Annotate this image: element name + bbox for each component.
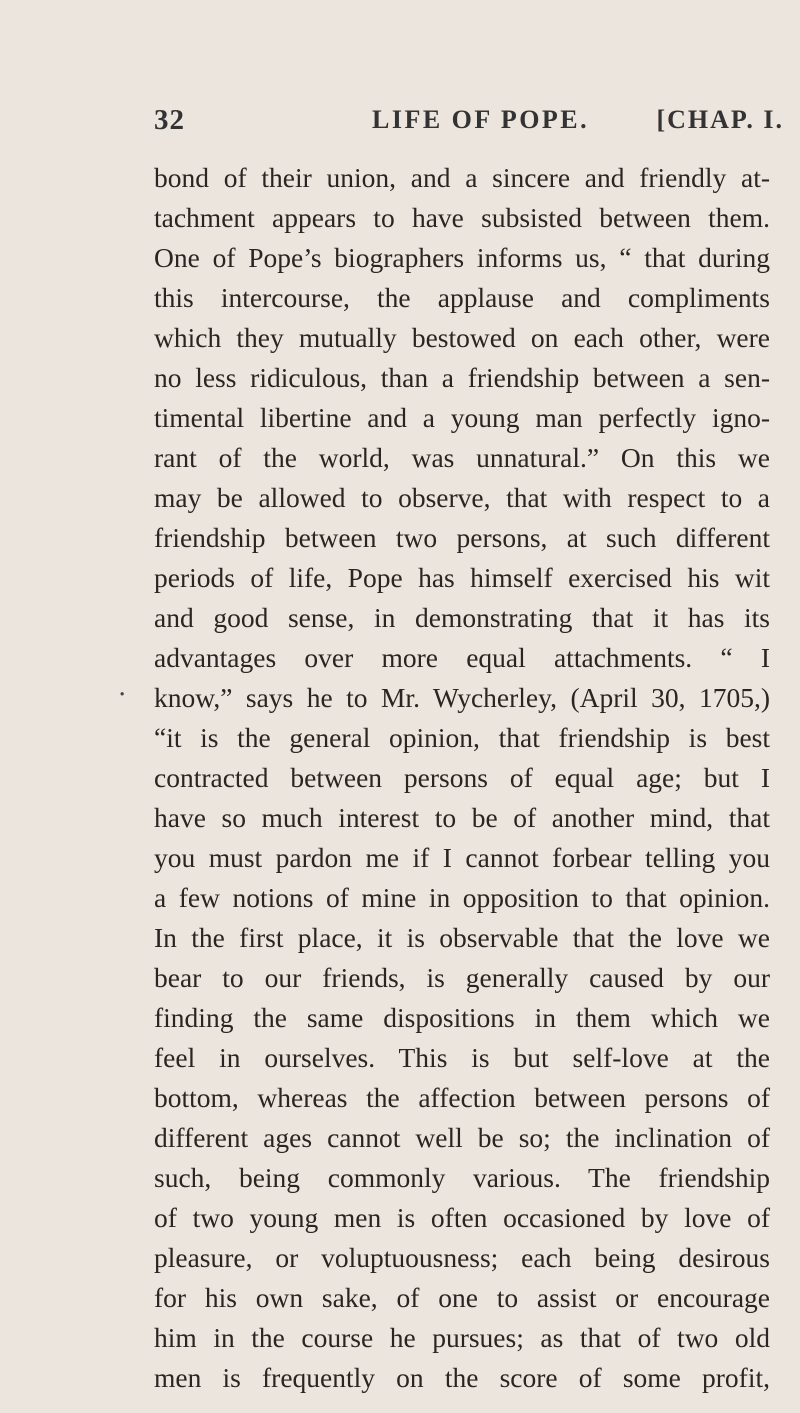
text-line: him in the course he pursues; as that of two old	[154, 1322, 770, 1353]
text-line: may be allowed to observe, that with respect to a	[154, 482, 770, 513]
text-line: such, being commonly various. The friendship	[154, 1162, 770, 1193]
text-line: for his own sake, of one to assist or encourage	[154, 1282, 770, 1313]
text-line: One of Pope’s biographers informs us, “ that during	[154, 242, 770, 273]
text-line: of two young men is often occasioned by love of	[154, 1202, 770, 1233]
chapter-label: [CHAP. I.	[656, 105, 784, 134]
running-title: LIFE OF POPE.	[372, 105, 590, 134]
text-line: no less ridiculous, than a friendship between a sen-	[154, 362, 770, 393]
text-line: contracted between persons of equal age; but I	[154, 762, 770, 793]
text-line: men is frequently on the score of some profit,	[154, 1362, 770, 1393]
text-line: “it is the general opinion, that friendship is best	[154, 722, 770, 753]
text-line: you must pardon me if I cannot forbear telling you	[154, 842, 770, 873]
text-line: bottom, whereas the affection between persons of	[154, 1082, 770, 1113]
text-line: bear to our friends, is generally caused by our	[154, 962, 770, 993]
text-line: different ages cannot well be so; the inclination of	[154, 1122, 770, 1153]
text-line: friendship between two persons, at such different	[154, 522, 770, 553]
text-line: know,” says he to Mr. Wycherley, (April 30, 1705,)	[154, 682, 770, 713]
text-line: have so much interest to be of another mind, that	[154, 802, 770, 833]
margin-mark: .	[118, 672, 127, 702]
text-line: timental libertine and a young man perfectly igno-	[154, 402, 770, 433]
text-line: rant of the world, was unnatural.” On this we	[154, 442, 770, 473]
body-text	[154, 158, 770, 1398]
text-line: this intercourse, the applause and compliments	[154, 282, 770, 313]
text-line: bond of their union, and a sincere and friendly at-	[154, 162, 770, 193]
text-line: which they mutually bestowed on each other, were	[154, 322, 770, 353]
text-line: pleasure, or voluptuousness; each being desirous	[154, 1242, 770, 1273]
text-line: finding the same dispositions in them which we	[154, 1002, 770, 1033]
running-head	[154, 100, 794, 140]
text-line: In the first place, it is observable that the love we	[154, 922, 770, 953]
text-line: periods of life, Pope has himself exercised his wit	[154, 562, 770, 593]
text-line: advantages over more equal attachments. “ I	[154, 642, 770, 673]
text-line: and good sense, in demonstrating that it has its	[154, 602, 770, 633]
page-number: 32	[154, 104, 185, 136]
text-line: a few notions of mine in opposition to that opinion.	[154, 882, 770, 913]
text-line: tachment appears to have subsisted between them.	[154, 202, 770, 233]
text-line: feel in ourselves. This is but self-love at the	[154, 1042, 770, 1073]
